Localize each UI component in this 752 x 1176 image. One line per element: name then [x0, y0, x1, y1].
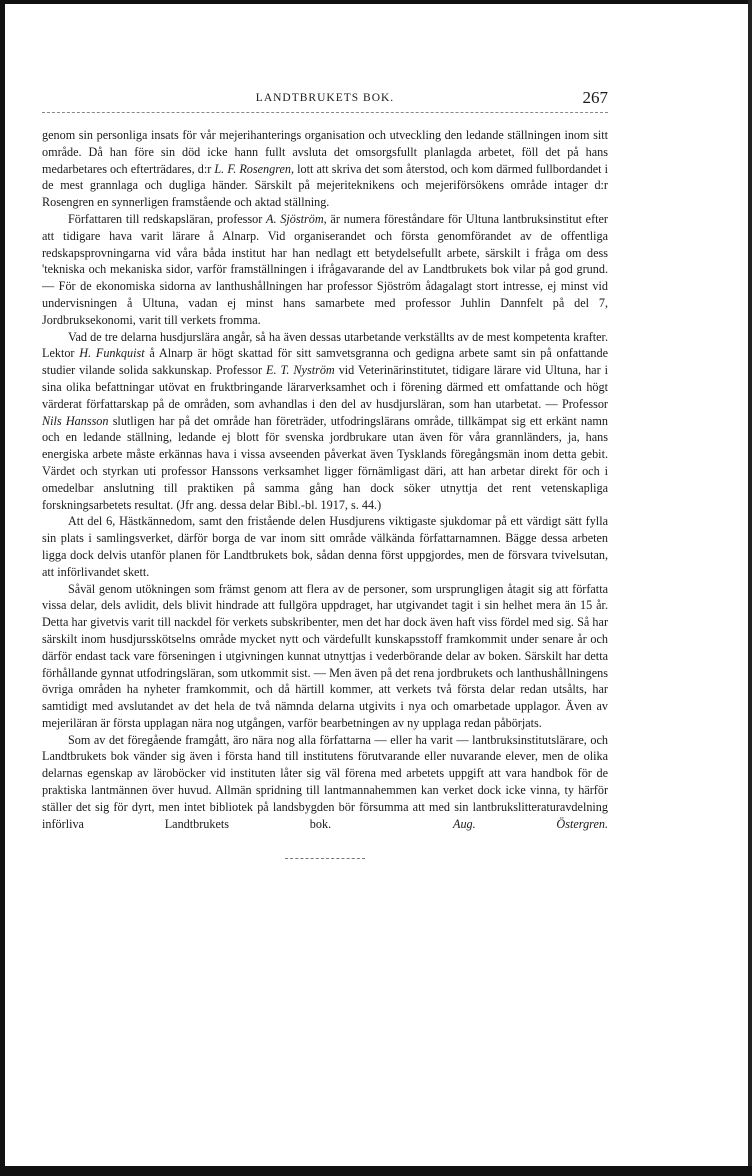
paragraph: Såväl genom utökningen som främst genom att flera av de personer, som ursprungligen åtagit sig att författa vissa delar, dels avlidit, dels blivit hindrade att fullgöra uppdraget, har utgivandet tagit i sin helhet mera än 15 år. Detta har givetvis varit till nackdel för verkets subskribenter, men det har dock även haft viss fördel med sig. Så har särskilt inom husdjursskötselns område mycket nytt och värdefullt kunskapsstoff framkommit under senare år och därför endast tack vare förseningen i utgivningen kunnat utnyttjas i vederbörande delar av boken. Särskilt har detta förhållande gynnat utfodringsläran, som utkommit sist. — Men även på det rena jordbrukets och lanthushållningens övriga områden ha nyheter framkommit, och då härtill kommer, att verkets två första delar redan utsålts, har samtidigt med avslutandet av det hela de två nämnda delarna utgivits i nya och omarbetade upplagor. Även av mejeriläran är första upplagan nära nog utgången, varför bearbetningen av ny upplaga redan påbörjats.: [42, 581, 608, 730]
page-number: 267: [582, 88, 608, 107]
body-text: [42, 127, 608, 832]
scan-border-top: [0, 0, 752, 4]
author-signature: Aug. Östergren.: [453, 816, 608, 831]
italic-name: A. Sjöström: [266, 211, 324, 226]
paragraph: Som av det föregående framgått, äro nära nog alla författarna — eller ha varit — lantbruksinstitutslärare, och Landtbrukets bok vänder sig även i första hand till institutens förutvarande eller nuvarande elever, men de olika delarnas egenskap av läroböcker vid instituten låter sig väl förena med arbetets uppgift att vara handbok för de praktiska lantmännen över huvud. Allmän spridning till lantmannahemmen kan verket dock icke vinna, ty härför ställer det sig för dyrt, men intet bibliotek på landsbygden bör försumma att med sin lantbrukslitteraturavdelning införliva Landtbrukets bok. Aug. Östergren.: [42, 732, 608, 831]
book-page: [42, 88, 608, 859]
italic-name: H. Funkquist: [79, 346, 145, 361]
scan-border-bottom: [0, 1166, 752, 1176]
paragraph: Författaren till redskapsläran, professor A. Sjöström, är numera föreståndare för Ultuna lantbruksinstitut efter att tidigare hava varit lärare å Alnarp. Vid organiserandet och första genomförandet av de offentliga redskapsprovningarna vid våra båda institut har han nedlagt ett betydelsefullt arbete, särskilt i fråga om dess 'tekniska och mekaniska sidor, varför framställningen i ifrågavarande del av Landtbrukets bok vilar på god grund. — För de ekonomiska sidorna av lanthushållningen har professor Sjöström ådagalagt stort intresse, ej minst vid undervisningen å Ultuna, vadan ej minst hans samarbete med professor Juhlin Dannfelt på del 7, Jordbruksekonomi, varit till verkets fromma.: [42, 211, 608, 327]
closing-rule: [285, 858, 365, 859]
italic-name: L. F. Rosengren: [214, 161, 292, 176]
paragraph: Att del 6, Hästkännedom, samt den fristående delen Husdjurens viktigaste sjukdomar på ett värdigt sätt fylla sin plats i samlingsverket, därför borga de var inom sitt område välkända författarnamnen. Bägge dessa arbeten ligga dock delvis utanför planen för Landtbrukets bok, sådan denna först uppgjordes, men de försvara tvivelsutan, att införlivandet skett.: [42, 514, 608, 579]
paragraph: Vad de tre delarna husdjurslära angår, så ha även dessas utarbetande verkställts av de mest kompetenta krafter. Lektor H. Funkquist å Alnarp är högt skattad för sitt samvetsgranna och gedigna arbete samt sin på onfattande studier vilande solida sakkunskap. Professor E. T. Nyström vid Veterinärinstitutet, tidigare lärare vid Ultuna, har i sina olika befattningar utövat en fruktbringande lärarverksamhet och i förening därmed ett omfattande och högt värderat författarskap på de områden, som avhandlas i den del av husdjursläran, som han utarbetat. — Professor Nils Hansson slutligen har på det område han företräder, utfodringslärans område, tillkämpat sig ett erkänt namn och en ledande ställning, ledande ej blott för svenska jordbrukare utan även för våra grannländers, ja, hans energiska arbete måste erkännas hava i vissa avseenden påverkat även Tysklands föregångsmän inom detta gebit. Värdet och styrkan uti professor Hanssons verksamhet ligger förnämligast däri, att han arbetar direkt för och i omedelbar anslutning till praktiken på samma gång han dock söker utnyttja det rent vetenskapliga forskningsarbetets resultat. (Jfr ang. dessa delar Bibl.-bl. 1917, s. 44.): [42, 329, 608, 512]
running-header: [42, 88, 608, 113]
running-title: LANDTBRUKETS BOK.: [255, 92, 395, 104]
italic-name: Nils Hansson: [42, 413, 109, 428]
italic-name: E. T. Nyström: [266, 363, 335, 378]
scan-border-left: [0, 0, 5, 1176]
paragraph: genom sin personliga insats för vår mejerihanterings organisation och utveckling den ledande ställningen inom sitt område. Då han före sin död icke hann fullt avsluta det omsorgsfullt planlagda arbetet, föll det på hans medarbetares och efterträdares, d:r L. F. Rosengren, lott att skriva det som återstod, och kom därmed fullbordandet i de mest grannlaga och dugliga händer. Särskilt på mejeriteknikens och mejeriförsökens område intager d:r Rosengren en synnerligen framstående och aktad ställning.: [42, 128, 608, 210]
scan-border-right: [748, 0, 752, 1176]
